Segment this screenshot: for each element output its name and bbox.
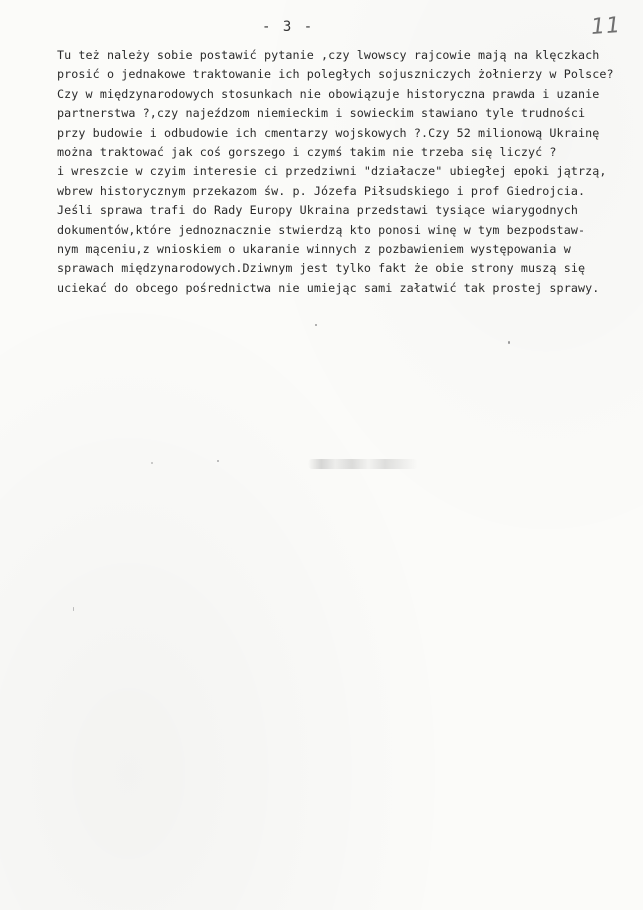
text-line: uciekać do obcego pośrednictwa nie umiejąc sami załatwić tak prostej sprawy. <box>57 280 600 295</box>
text-line: prosić o jednakowe traktowanie ich poległych sojuszniczych żołnierzy w Polsce? <box>57 67 614 82</box>
text-line: Jeśli sprawa trafi do Rady Europy Ukraina przedstawi tysiące wiarygodnych <box>57 203 578 218</box>
text-line: i wreszcie w czyim interesie ci przedziwni "działacze" ubiegłej epoki jątrzą, <box>57 164 607 179</box>
ink-smudge <box>308 459 418 469</box>
text-line: przy budowie i odbudowie ich cmentarzy wojskowych ?.Czy 52 milionową Ukrainę <box>57 125 600 140</box>
stray-mark <box>217 460 219 462</box>
text-line: Czy w międzynarodowych stosunkach nie obowiązuje historyczna prawda i uzanie <box>57 86 600 101</box>
text-line: Tu też należy sobie postawić pytanie ,czy lwowscy rajcowie mają na klęczkach <box>57 48 600 62</box>
handwritten-folio-number: 11 <box>590 12 622 41</box>
text-line: partnerstwa ?,czy najeźdzom niemieckim i sowieckim stawiano tyle trudności <box>57 106 586 121</box>
text-line: można traktować jak coś gorszego i czymś takim nie trzeba się liczyć ? <box>57 145 557 160</box>
stray-mark <box>151 462 153 464</box>
body-text <box>57 46 637 298</box>
stray-mark <box>73 607 74 611</box>
text-line: dokumentów,które jednoznacznie stwierdzą kto ponosi winę w tym bezpodstaw- <box>57 222 586 237</box>
text-line: nym mąceniu,z wnioskiem o ukaranie winnych z pozbawieniem występowania w <box>57 242 571 257</box>
text-line: wbrew historycznym przekazom św. p. Józefa Piłsudskiego i prof Giedrojcia. <box>57 183 586 198</box>
stray-mark <box>508 341 510 344</box>
page-number: - 3 - <box>262 19 315 35</box>
stray-mark <box>315 324 317 326</box>
text-line: sprawach międzynarodowych.Dziwnym jest tylko fakt że obie strony muszą się <box>57 261 586 276</box>
